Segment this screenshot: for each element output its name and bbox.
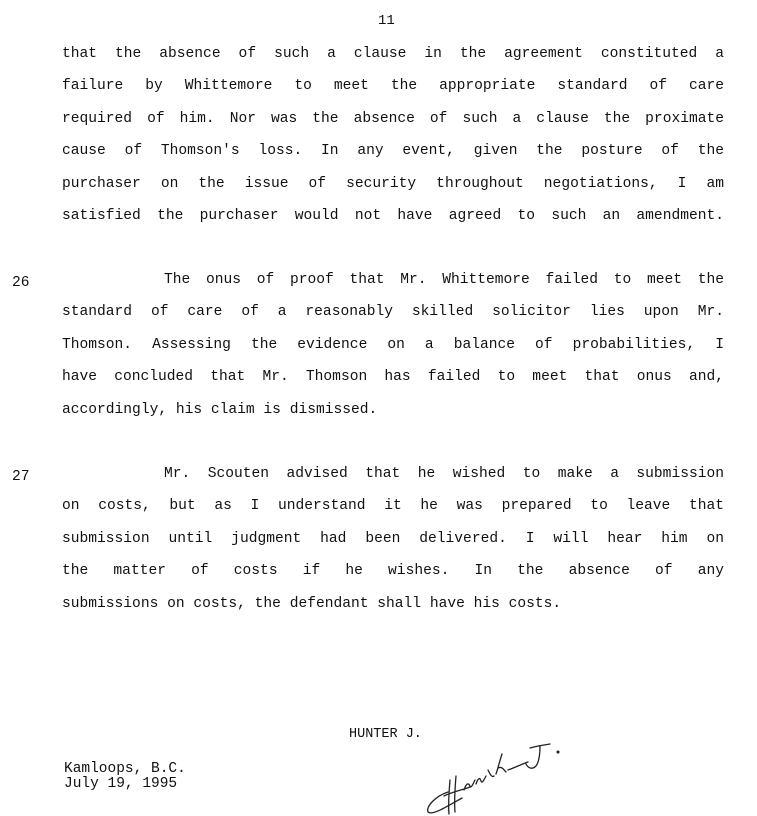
place: Kamloops, B.C.	[64, 761, 186, 777]
paragraph-line: purchaser on the issue of security throughout negotiations, I am	[62, 175, 724, 192]
paragraph-line: failure by Whittemore to meet the appropriate standard of care	[62, 78, 724, 95]
paragraph-line: satisfied the purchaser would not have agreed to such an amendment.	[62, 207, 724, 224]
paragraph-27	[62, 464, 724, 626]
paragraph-number: 27	[12, 469, 30, 485]
place-and-date	[64, 762, 186, 792]
paragraph-line: Mr. Scouten advised that he wished to make a submission	[164, 466, 724, 482]
paragraph-line: the matter of costs if he wishes. In the absence of any	[62, 563, 724, 580]
page-number: 11	[378, 13, 395, 29]
paragraph-continued	[62, 44, 724, 238]
paragraph-line: cause of Thomson's loss. In any event, given the posture of the	[62, 143, 724, 160]
paragraph-line: Thomson. Assessing the evidence on a balance of probabilities, I	[62, 336, 724, 353]
judge-name: HUNTER J.	[349, 727, 422, 742]
date: July 19, 1995	[64, 776, 178, 792]
paragraph-line: standard of care of a reasonably skilled solicitor lies upon Mr.	[62, 304, 724, 321]
paragraph-26	[62, 270, 724, 432]
paragraph-line: that the absence of such a clause in the agreement constituted a	[62, 46, 724, 62]
paragraph-line: accordingly, his claim is dismissed.	[62, 401, 378, 418]
paragraph-line: have concluded that Mr. Thomson has failed to meet that onus and,	[62, 369, 724, 386]
paragraph-line: The onus of proof that Mr. Whittemore failed to meet the	[164, 272, 724, 288]
paragraph-line: required of him. Nor was the absence of such a clause the proximate	[62, 110, 724, 127]
paragraph-line: submissions on costs, the defendant shall have his costs.	[62, 595, 562, 612]
paragraph-line: on costs, but as I understand it he was prepared to leave that	[62, 498, 724, 515]
handwritten-signature	[418, 740, 578, 816]
paragraph-line: submission until judgment had been delivered. I will hear him on	[62, 530, 724, 547]
paragraph-number: 26	[12, 275, 30, 291]
